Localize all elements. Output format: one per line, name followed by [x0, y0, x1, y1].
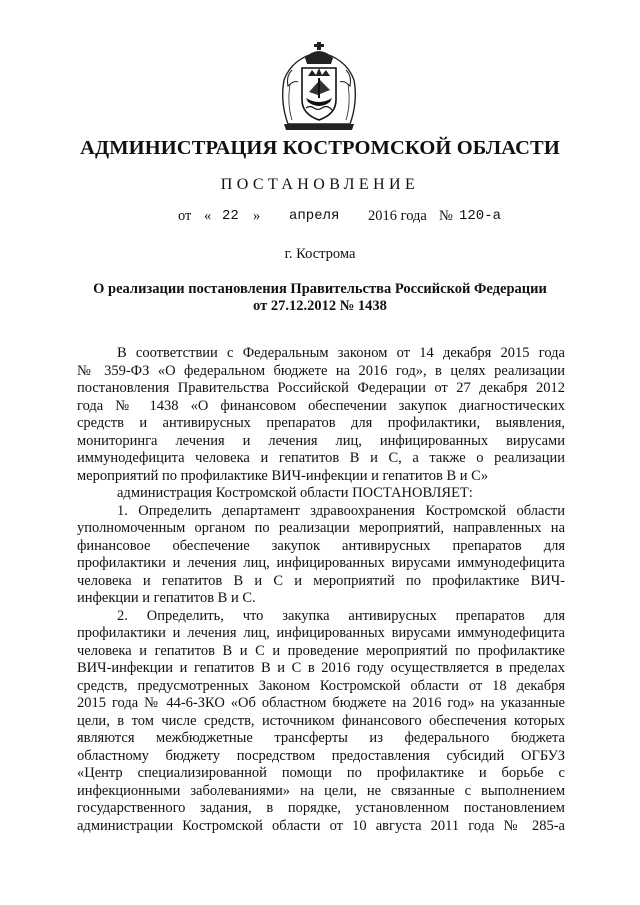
document-body [77, 345, 565, 835]
text-line: администрация Костромской области ПОСТАНОВЛЯЕТ: [117, 485, 473, 501]
text-line: цели, в том числе средств, источником финансового обеспечения которых [77, 712, 565, 729]
text-line: финансовое обеспечение закупок антивирусных препаратов для [77, 537, 565, 554]
text-line: года № 1438 «О финансовом обеспечении закупок диагностических [77, 397, 565, 414]
paragraph-item-2 [77, 608, 565, 836]
text-line: мониторинга лечения и лечения лиц, инфицированных вирусами [77, 432, 565, 449]
text-line: инфекционными заболеваниями» на цели, не связанные с выполнением [77, 782, 565, 799]
document-number: 120-а [459, 208, 502, 224]
city-name: г. Кострома [284, 246, 356, 262]
date-close-quote: » [253, 208, 261, 224]
text-line: инфекции и гепатитов В и С. [77, 590, 256, 606]
text-line: мероприятий по профилактике ВИЧ-инфекции и гепатитов В и С» [77, 467, 489, 484]
paragraph-resolves [77, 485, 565, 503]
number-sign: № [439, 208, 453, 224]
text-line: администрации Костромской области от 10 августа 2011 года № 285-а [77, 817, 565, 834]
paragraph-preamble [77, 345, 565, 485]
organization-name: АДМИНИСТРАЦИЯ КОСТРОМСКОЙ ОБЛАСТИ [80, 137, 560, 159]
document-title [60, 281, 580, 315]
date-open-quote: « [204, 208, 212, 224]
text-line: «Центр специализированной помощи по профилактике и борьбе с [77, 765, 565, 781]
text-line: ВИЧ-инфекции и гепатитов В и С в 2016 году осуществляется в пределах [77, 660, 565, 676]
text-line: 1. Определить департамент здравоохранения Костромской области [117, 502, 565, 519]
text-line: постановления Правительства Российской Федерации от 27 декабря 2012 [77, 380, 565, 396]
text-line: 2015 года № 44-6-ЗКО «Об областном бюджете на 2016 год» на указанные [77, 695, 565, 711]
text-line: 2. Определить, что закупка антивирусных препаратов для [117, 607, 565, 624]
text-line: В соответствии с Федеральным законом от 14 декабря 2015 года [117, 345, 565, 361]
paragraph-item-1 [77, 503, 565, 608]
text-line: являются межбюджетные трансферты из федерального бюджета [77, 730, 565, 746]
title-line-1: О реализации постановления Правительства Российской Федерации [93, 281, 547, 297]
text-line: областному бюджету посредством предоставления субсидий ОГБУЗ [77, 747, 565, 764]
text-line: человека и гепатитов В и С и проведение мероприятий по профилактике [77, 642, 565, 659]
text-line: иммунодефицита человека и гепатитов В и С, а также о реализации [77, 450, 565, 466]
date-month: апреля [289, 208, 340, 224]
title-line-2: от 27.12.2012 № 1438 [253, 298, 387, 314]
date-day: 22 [222, 208, 239, 224]
text-line: средств и антивирусных препаратов для профилактики, выявления, [77, 415, 565, 431]
text-line: государственного задания, в порядке, установленном постановлением [77, 800, 565, 816]
text-line: профилактики и лечения лиц, инфицированных вирусами иммунодефицита [77, 625, 565, 641]
document-type: ПОСТАНОВЛЕНИЕ [220, 176, 420, 193]
text-line: профилактики и лечения лиц, инфицированных вирусами иммунодефицита [77, 555, 565, 571]
text-line: № 359-ФЗ «О федеральном бюджете на 2016 год», в целях реализации [77, 362, 565, 379]
coat-of-arms-emblem [278, 40, 360, 132]
text-line: человека и гепатитов В и С и мероприятий по профилактике ВИЧ- [77, 572, 565, 589]
text-line: средств, предусмотренных Законом Костромской области от 18 декабря [77, 677, 565, 694]
text-line: уполномоченным органом по реализации мероприятий, направленных на [77, 520, 565, 536]
date-year: 2016 года [368, 208, 427, 224]
date-prefix: от [178, 208, 192, 224]
